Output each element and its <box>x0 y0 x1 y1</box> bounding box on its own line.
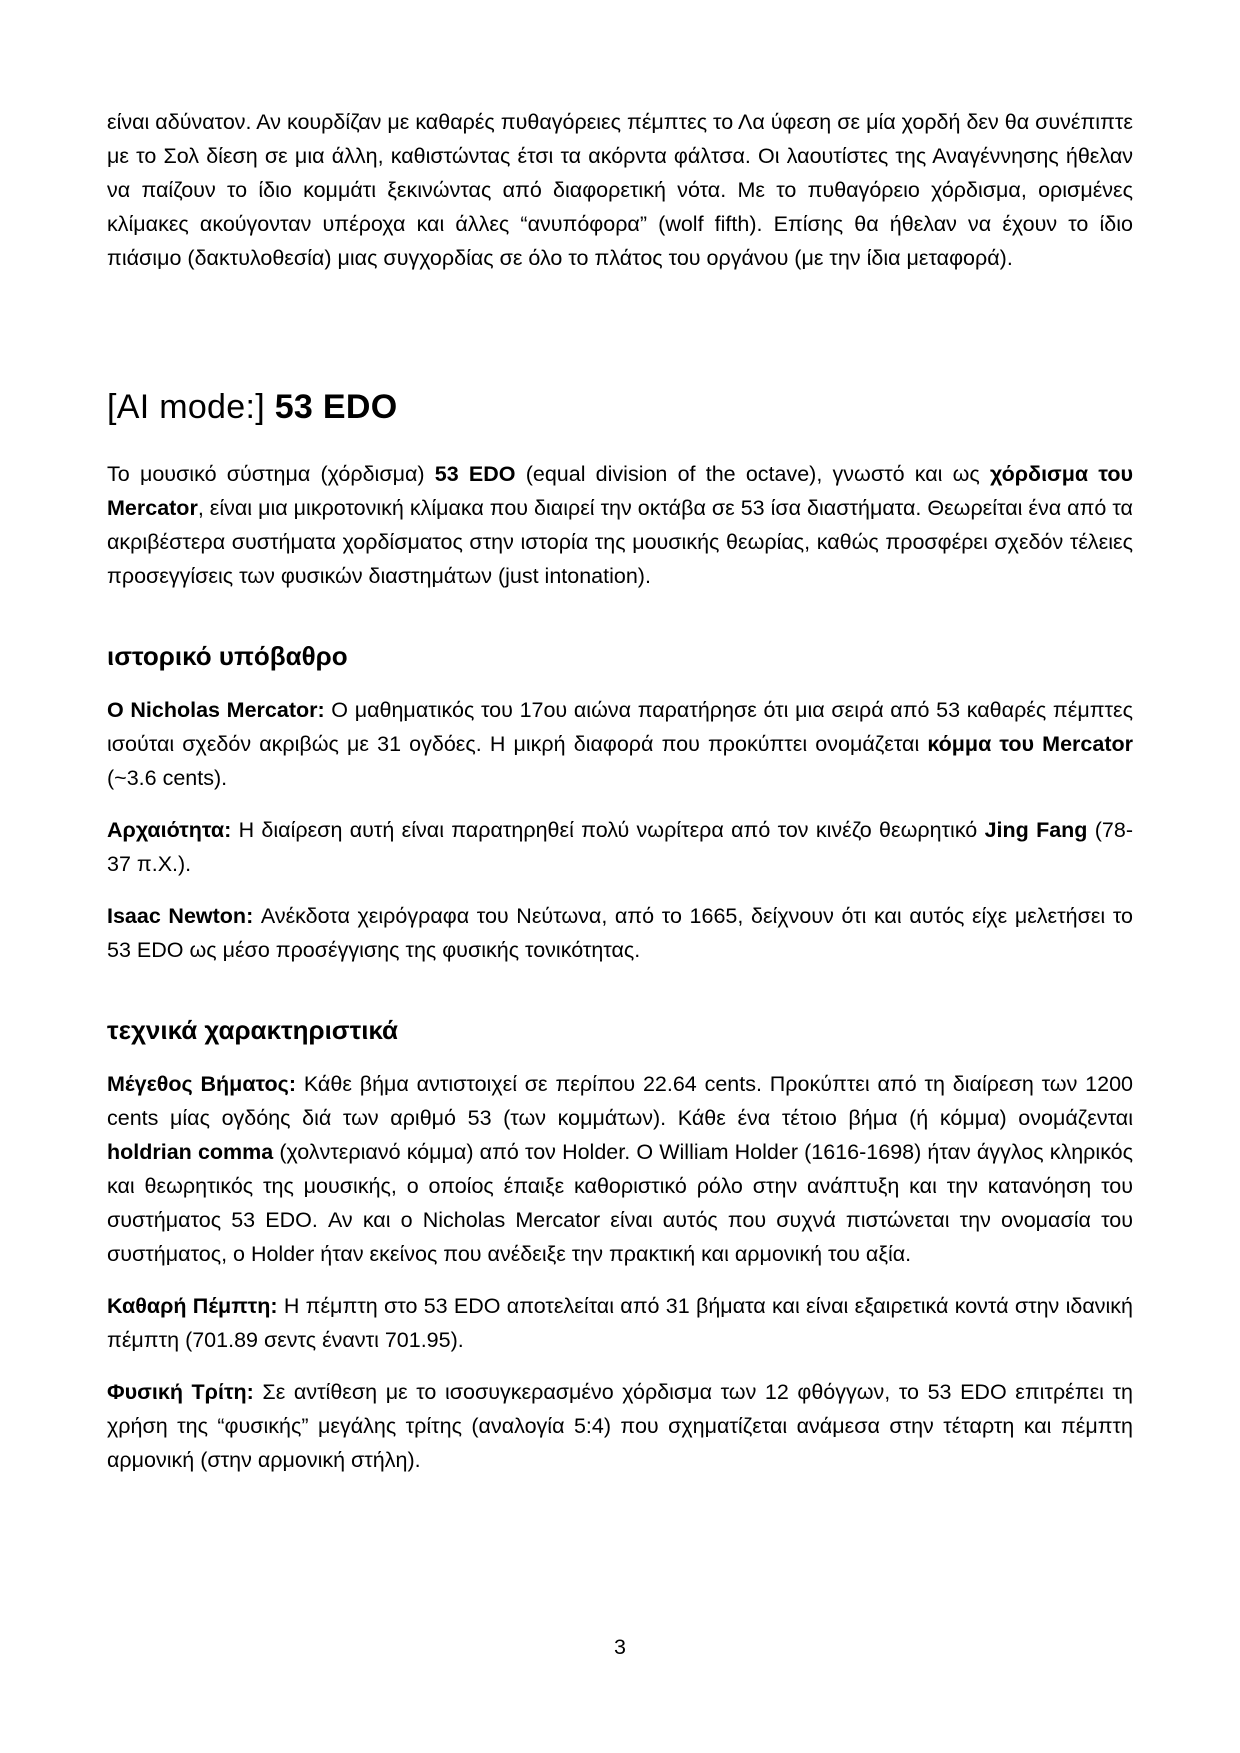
section-heading-history: ιστορικό υπόβαθρο <box>107 641 348 671</box>
page-content <box>107 105 1133 1495</box>
paragraph-overview: Το μουσικό σύστημα (χόρδισμα) 53 EDO (equal division of the octave), γνωστό και ως χόρδισμα του Mercator, είναι μια μικροτονική κλίμακα που διαιρεί την οκτάβα σε 53 ίσα διαστήματα. Θεωρείται ένα από τα ακριβέστερα συστήματα χορδίσματος στην ιστορία της μουσικής θεωρίας, καθώς προσφέρει σχεδόν τέλειες προσεγγίσεις των φυσικών διαστημάτων (just intonation). <box>107 462 1133 588</box>
paragraph-technical-natural-third: Φυσική Τρίτη: Σε αντίθεση με το ισοσυγκερασμένο χόρδισμα των 12 φθόγγων, το 53 EDO επιτρέπει τη χρήση της “φυσικής” μεγάλης τρίτης (αναλογία 5:4) που σχηματίζεται ανάμεσα στην τέταρτη και πέμπτη αρμονική (στην αρμονική στήλη). <box>107 1380 1133 1472</box>
paragraph-history-antiquity: Αρχαιότητα: Η διαίρεση αυτή είναι παρατηρηθεί πολύ νωρίτερα από τον κινέζο θεωρητικό Jing Fang (78-37 π.Χ.). <box>107 818 1133 876</box>
page-number: 3 <box>614 1635 626 1659</box>
section-heading-technical: τεχνικά χαρακτηριστικά <box>107 1015 399 1045</box>
page-title: [AI mode:] 53 EDO <box>107 388 398 426</box>
paragraph-leading: είναι αδύνατον. Αν κουρδίζαν με καθαρές πυθαγόρειες πέμπτες το Λα ύφεση σε μία χορδή δεν θα συνέπιπτε με το Σολ δίεση σε μια άλλη, καθιστώντας έτσι τα ακόρντα φάλτσα. Οι λαουτίστες της Αναγέννησης ήθελαν να παίζουν το ίδιο κομμάτι ξεκινώντας από διαφορετική νότα. Με το πυθαγόρειο χόρδισμα, ορισμένες κλίμακες ακούγονταν υπέροχα και άλλες “ανυπόφορα” (wolf fifth). Επίσης θα ήθελαν να έχουν το ίδιο πιάσιμο (δακτυλοθεσία) μιας συγχορδίας σε όλο το πλάτος του οργάνου (με την ίδια μεταφορά). <box>107 110 1133 270</box>
paragraph-history-newton: Isaac Newton: Ανέκδοτα χειρόγραφα του Νεύτωνα, από το 1665, δείχνουν ότι και αυτός είχε μελετήσει το 53 EDO ως μέσο προσέγγισης της φυσικής τονικότητας. <box>107 904 1133 962</box>
paragraph-history-mercator: Ο Nicholas Mercator: Ο μαθηματικός του 17ου αιώνα παρατήρησε ότι μια σειρά από 53 καθαρές πέμπτες ισούται σχεδόν ακριβώς με 31 ογδόες. Η μικρή διαφορά που προκύπτει ονομάζεται κόμμα του Mercator (~3.6 cents). <box>107 698 1133 790</box>
paragraph-technical-pure-fifth: Καθαρή Πέμπτη: Η πέμπτη στο 53 EDO αποτελείται από 31 βήματα και είναι εξαιρετικά κοντά στην ιδανική πέμπτη (701.89 σεντς έναντι 701.95). <box>107 1294 1133 1352</box>
paragraph-technical-step-size: Μέγεθος Βήματος: Κάθε βήμα αντιστοιχεί σε περίπου 22.64 cents. Προκύπτει από τη διαίρεση των 1200 cents μίας ογδόης διά των αριθμό 53 (των κομμάτων). Κάθε ένα τέτοιο βήμα (ή κόμμα) ονομάζενται holdrian comma (χολντεριανό κόμμα) από τον Holder. Ο William Holder (1616-1698) ήταν άγγλος κληρικός και θεωρητικός της μουσικής, ο οποίος έπαιξε καθοριστικό ρόλο στην ανάπτυξη και την κατανόηση του συστήματος 53 EDO. Αν και ο Nicholas Mercator είναι αυτός που συχνά πιστώνεται την ονομασία του συστήματος, ο Holder ήταν εκείνος που ανέδειξε την πρακτική και αρμονική του αξία. <box>107 1072 1133 1266</box>
